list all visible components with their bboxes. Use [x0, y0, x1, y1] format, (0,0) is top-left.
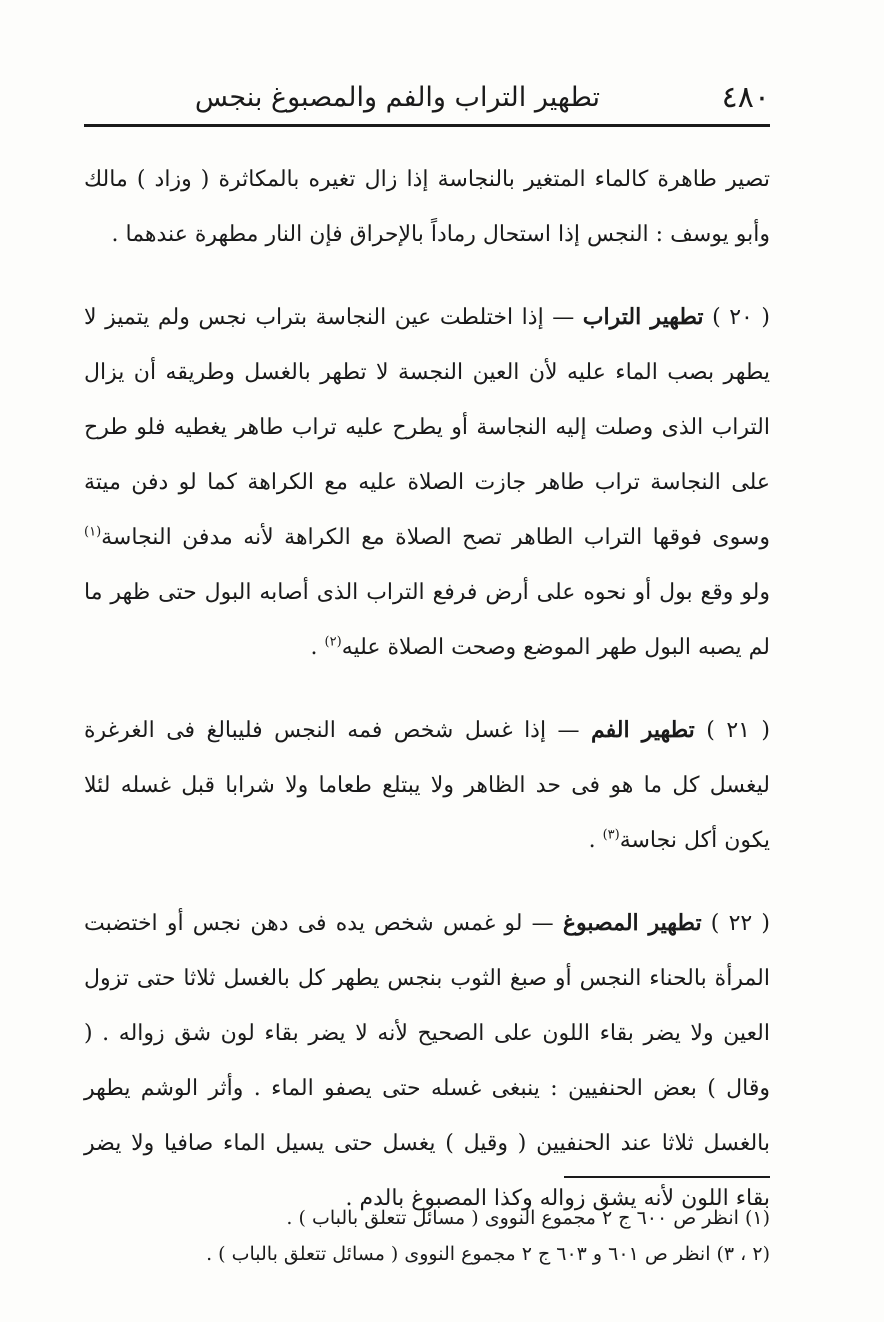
paragraph-continuation: [84, 152, 770, 262]
paragraph-text: — إذا اختلطت عين النجاسة بتراب نجس ولم يتميز لا يطهر بصب الماء عليه لأن العين النجسة لا تطهر بالغسل وطريقه أن يزال التراب الذى وصلت إليه النجاسة أو يطرح عليه تراب طاهر يغطيه فلو طرح على النجاسة تراب طاهر جازت الصلاة عليه مع الكراهة كما لو دفن ميتة وسوى فوقها التراب الطاهر تصح الصلاة مع الكراهة لأنه مدفن النجاسة: [84, 305, 770, 550]
footnote-rule: [564, 1176, 770, 1178]
paragraph-text-continued: ولو وقع بول أو نحوه على أرض فرفع التراب الذى أصابه البول حتى ظهر ما لم يصبه البول طهر الموضع وصحت الصلاة عليه: [84, 580, 770, 660]
section-term: تطهير الفم: [591, 717, 695, 743]
header-rule: [84, 124, 770, 127]
paragraph-mouth-purification: [84, 703, 770, 868]
paragraph-text: — إذا غسل شخص فمه النجس فليبالغ فى الغرغرة ليغسل كل ما هو فى حد الظاهر ولا يبتلع طعاما ولا شرابا قبل غسله لئلا يكون أكل نجاسة: [84, 718, 770, 853]
section-number: ( ٢٢ ): [710, 911, 770, 936]
footnote-marker: (٢): [324, 634, 342, 650]
paragraph-text: تصير طاهرة كالماء المتغير بالنجاسة إذا زال تغيره بالمكاثرة ( وزاد ) مالك وأبو يوسف : النجس إذا استحال رماداً بالإحراق فإن النار مطهرة عندهما .: [84, 167, 770, 247]
footnote-1: (١) انظر ص ٦٠٠ ج ٢ مجموع النووى ( مسائل تتعلق بالباب ) .: [286, 1207, 770, 1229]
running-title: تطهير التراب والفم والمصبوغ بنجس: [194, 82, 600, 113]
section-number: ( ٢٠ ): [712, 305, 771, 330]
sentence-end: .: [310, 635, 318, 660]
body-text: [84, 152, 770, 1226]
page-header: [84, 78, 770, 124]
paragraph-soil-purification: [84, 290, 770, 675]
section-term: تطهير التراب: [582, 304, 704, 330]
sentence-end: .: [588, 828, 596, 853]
footnote-marker: (٣): [602, 827, 620, 843]
section-term: تطهير المصبوغ: [562, 910, 702, 936]
footnote-2-3: (٢ ، ٣) انظر ص ٦٠١ و ٦٠٣ ج ٢ مجموع النووى ( مسائل تتعلق بالباب ) .: [206, 1243, 770, 1265]
footnote-marker: (١): [84, 524, 102, 540]
footnotes: [84, 1200, 770, 1272]
paragraph-text: — لو غمس شخص يده فى دهن نجس أو اختضبت المرأة بالحناء النجس أو صبغ الثوب بنجس يطهر كل بالغسل ثلاثا حتى تزول العين ولا يضر بقاء اللون على الصحيح لأنه لا يضر بقاء لون شق زواله . ( وقال ) بعض الحنفيين : ينبغى غسله حتى يصفو الماء . وأثر الوشم يطهر بالغسل ثلاثا عند الحنفيين ( وقيل ) يغسل حتى يسيل الماء صافيا ولا يضر بقاء اللون لأنه يشق زواله وكذا المصبوغ بالدم .: [84, 911, 770, 1211]
page-number: ٤٨٠: [721, 80, 770, 115]
section-number: ( ٢١ ): [706, 718, 771, 743]
